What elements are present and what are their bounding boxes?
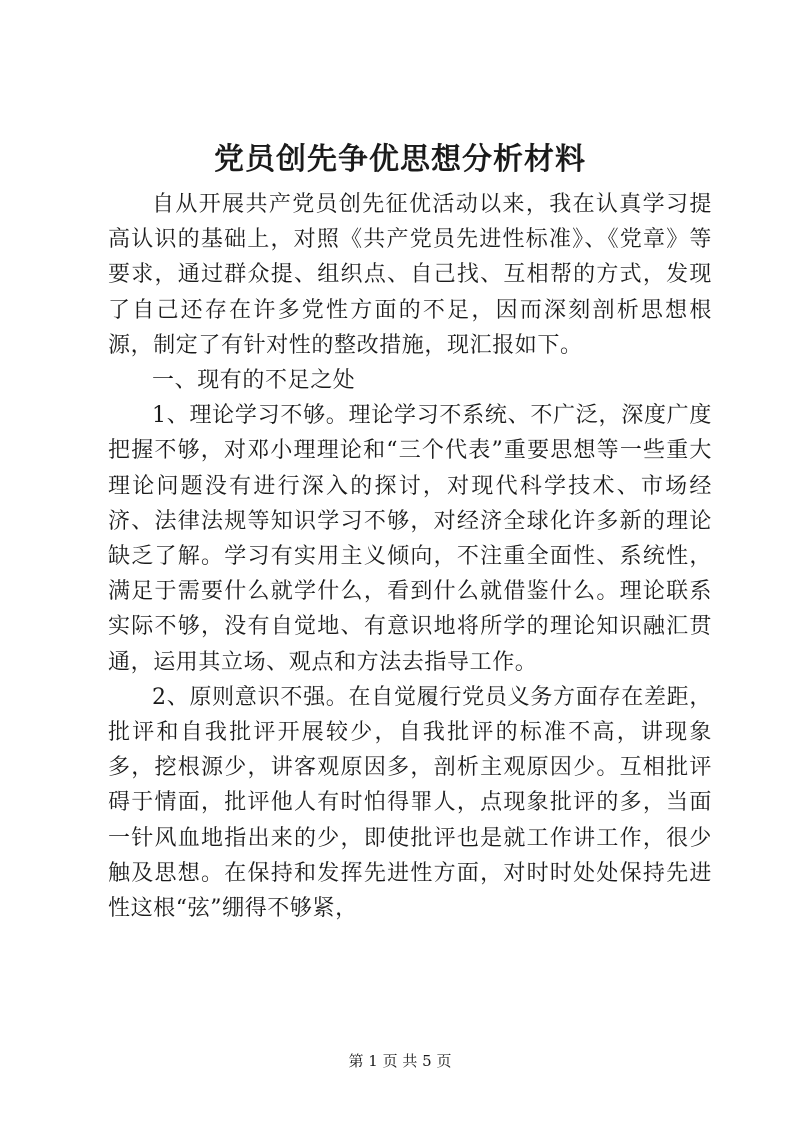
document-body: [108, 187, 712, 926]
document-title: 党员创先争优思想分析材料: [214, 142, 586, 177]
section-heading: 一、现有的不足之处: [152, 368, 356, 394]
paragraph-theory-study: 1、理论学习不够。理论学习不系统、不广泛，深度广度把握不够，对邓小理理论和“三个代表”重要思想等一些重大理论问题没有进行深入的探讨，对现代科学技术、市场经济、法律法规等知识学习不够，对经济全球化许多新的理论缺乏了解。学习有实用主义倾向，不注重全面性、系统性，满足于需要什么就学什么，看到什么就借鉴什么。理论联系实际不够，没有自觉地、有意识地将所学的理论知识融汇贯通，运用其立场、观点和方法去指导工作。: [108, 403, 712, 675]
page-footer: 第 1 页 共 5 页: [348, 1052, 452, 1070]
paragraph-intro: 自从开展共产党员创先征优活动以来，我在认真学习提高认识的基础上，对照《共产党员先进性标准》、《党章》等要求，通过群众提、组织点、自己找、互相帮的方式，发现了自己还存在许多党性方面的不足，因而深刻剖析思想根源，制定了有针对性的整改措施，现汇报如下。: [108, 192, 712, 358]
paragraph-principle-awareness: 2、原则意识不强。在自觉履行党员义务方面存在差距，批评和自我批评开展较少，自我批评的标准不高，讲现象多，挖根源少，讲客观原因多，剖析主观原因少。互相批评碍于情面，批评他人有时怕得罪人，点现象批评的多，当面一针风血地指出来的少，即使批评也是就工作讲工作，很少触及思想。在保持和发挥先进性方面，对时时处处保持先进性这根“弦”绷得不够紧，: [108, 684, 712, 922]
